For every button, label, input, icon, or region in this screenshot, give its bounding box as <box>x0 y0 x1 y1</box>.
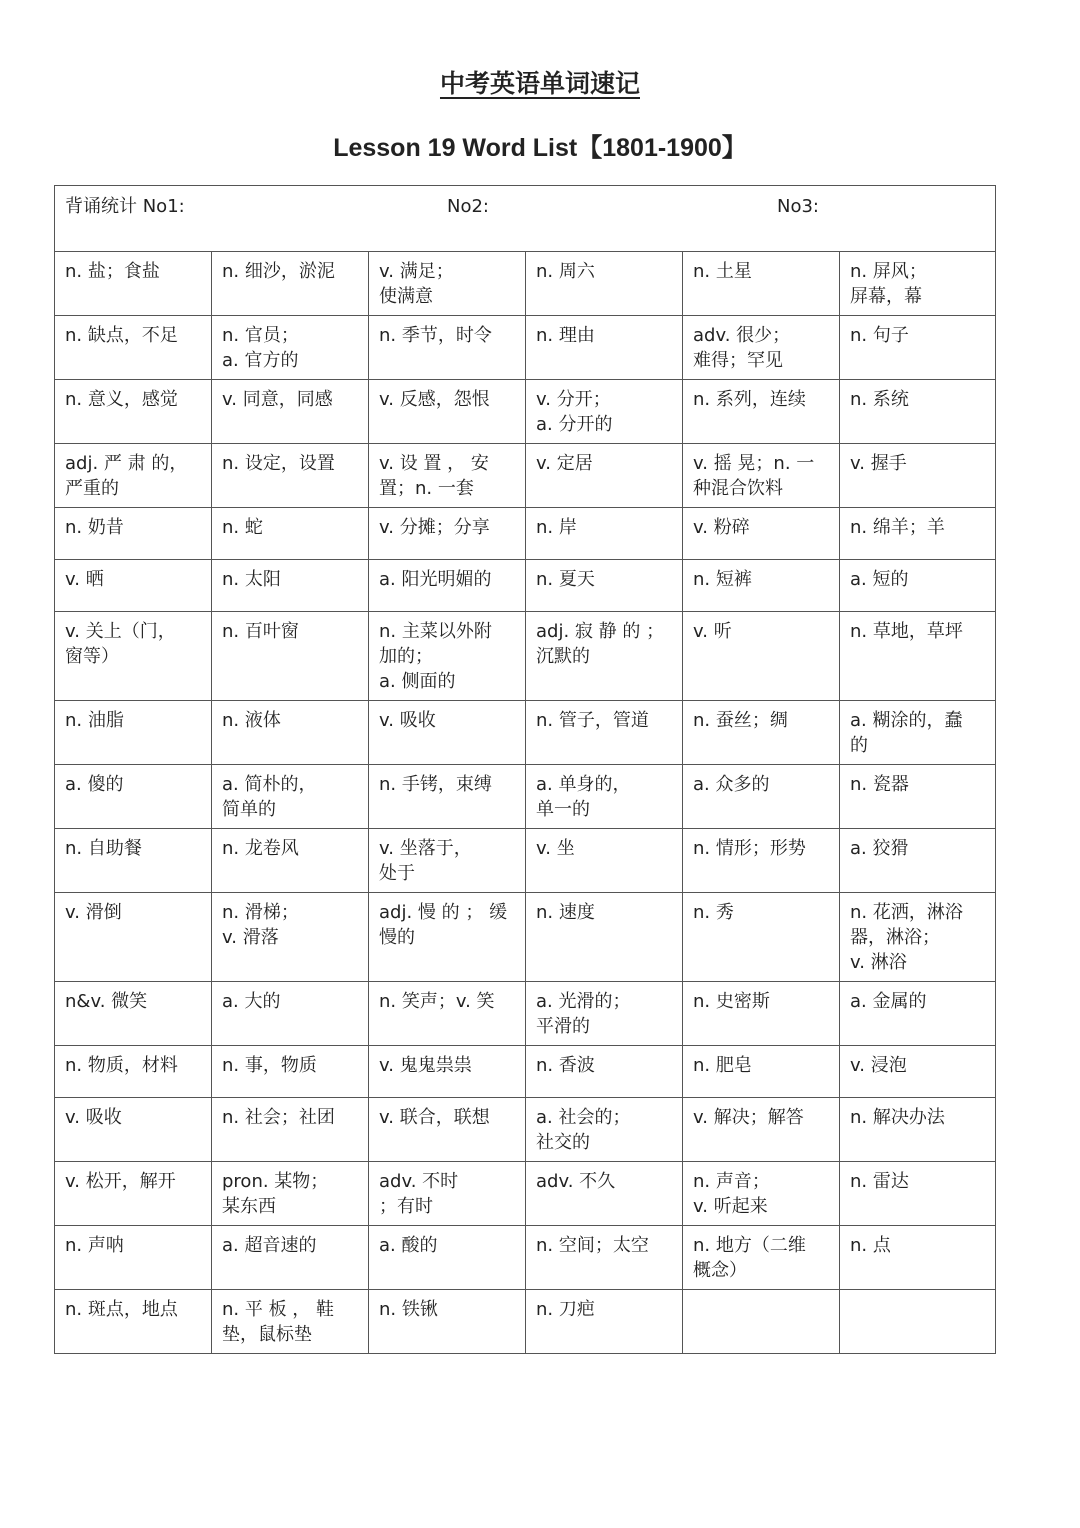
word-cell <box>55 444 212 508</box>
definition-line: 单一的 <box>536 799 590 820</box>
stats-no1-label: 背诵统计 No1: <box>65 196 185 217</box>
word-cell <box>683 612 840 701</box>
definition-line: n. 龙卷风 <box>222 838 299 859</box>
definition-line: v. 解决；解答 <box>693 1107 804 1128</box>
definition-line: n. 香波 <box>536 1055 595 1076</box>
word-cell <box>369 893 526 982</box>
definition-line: v. 同意，同感 <box>222 389 333 410</box>
word-cell <box>369 252 526 316</box>
word-cell <box>369 1290 526 1354</box>
definition-line: n. 意义，感觉 <box>65 389 178 410</box>
definition-line: n. 解决办法 <box>850 1107 945 1128</box>
definition-line: n. 管子，管道 <box>536 710 649 731</box>
word-cell <box>55 560 212 612</box>
definition-line: adj. 慢 的 ； 缓 <box>379 902 508 923</box>
word-cell <box>369 316 526 380</box>
word-cell <box>212 380 369 444</box>
definition-line: n. 声音； <box>693 1171 770 1192</box>
word-cell <box>526 1226 683 1290</box>
word-cell <box>840 1290 996 1354</box>
word-cell <box>526 1162 683 1226</box>
word-cell <box>212 1290 369 1354</box>
definition-line: a. 光滑的； <box>536 991 631 1012</box>
definition-line: 种混合饮料 <box>693 478 783 499</box>
definition-line: n. 细沙，淤泥 <box>222 261 335 282</box>
word-cell <box>55 1226 212 1290</box>
word-row <box>55 560 996 612</box>
definition-line: v. 联合，联想 <box>379 1107 490 1128</box>
word-cell <box>840 560 996 612</box>
stats-no2-label: No2: <box>447 196 489 217</box>
definition-line: n. 史密斯 <box>693 991 770 1012</box>
definition-line: n. 官员； <box>222 325 299 346</box>
definition-line: adj. 严 肃 的， <box>65 453 188 474</box>
word-cell <box>840 701 996 765</box>
definition-line: v. 鬼鬼祟祟 <box>379 1055 472 1076</box>
definition-line: 的 <box>850 735 868 756</box>
word-row <box>55 701 996 765</box>
definition-line: n. 铁锹 <box>379 1299 438 1320</box>
definition-line: n. 物质，材料 <box>65 1055 178 1076</box>
word-cell <box>369 1046 526 1098</box>
word-cell <box>683 1226 840 1290</box>
word-cell <box>212 444 369 508</box>
word-row <box>55 1162 996 1226</box>
word-cell <box>55 1162 212 1226</box>
definition-line: a. 超音速的 <box>222 1235 317 1256</box>
definition-line: n. 肥皂 <box>693 1055 752 1076</box>
definition-line: n. 事，物质 <box>222 1055 317 1076</box>
word-cell <box>840 1162 996 1226</box>
word-cell <box>55 1098 212 1162</box>
word-cell <box>683 560 840 612</box>
word-row <box>55 508 996 560</box>
definition-line: n. 地方（二维 <box>693 1235 806 1256</box>
definition-line: v. 吸收 <box>65 1107 122 1128</box>
definition-line: v. 滑倒 <box>65 902 122 923</box>
definition-line: n. 短裤 <box>693 569 752 590</box>
word-cell <box>369 380 526 444</box>
definition-line: v. 分开； <box>536 389 611 410</box>
stats-no3-label: No3: <box>777 196 819 217</box>
definition-line: a. 简朴的， <box>222 774 317 795</box>
word-cell <box>526 444 683 508</box>
word-row <box>55 612 996 701</box>
word-cell <box>840 316 996 380</box>
word-cell <box>526 1290 683 1354</box>
word-cell <box>212 1098 369 1162</box>
definition-line: n. 季节，时令 <box>379 325 492 346</box>
definition-line: 社交的 <box>536 1132 590 1153</box>
word-cell <box>55 1290 212 1354</box>
definition-line: n. 土星 <box>693 261 752 282</box>
word-cell <box>369 1098 526 1162</box>
word-row <box>55 252 996 316</box>
word-cell <box>55 612 212 701</box>
definition-line: n&v. 微笑 <box>65 991 148 1012</box>
definition-line: adj. 寂 静 的 ； <box>536 621 665 642</box>
definition-line: v. 关上（门， <box>65 621 176 642</box>
word-list-table <box>54 185 996 1354</box>
word-cell <box>212 508 369 560</box>
word-cell <box>55 316 212 380</box>
definition-line: a. 狡猾 <box>850 838 909 859</box>
word-cell <box>212 982 369 1046</box>
word-cell <box>369 560 526 612</box>
word-cell <box>840 1046 996 1098</box>
definition-line: 垫，鼠标垫 <box>222 1324 312 1345</box>
word-cell <box>212 1226 369 1290</box>
definition-line: v. 浸泡 <box>850 1055 907 1076</box>
word-cell <box>840 1098 996 1162</box>
definition-line: v. 设 置 ， 安 <box>379 453 489 474</box>
definition-line: n. 屏风； <box>850 261 927 282</box>
definition-line: n. 盐；食盐 <box>65 261 160 282</box>
word-cell <box>526 893 683 982</box>
definition-line: n. 声呐 <box>65 1235 124 1256</box>
definition-line: n. 笑声；v. 笑 <box>379 991 495 1012</box>
word-cell <box>212 765 369 829</box>
word-cell <box>55 829 212 893</box>
word-cell <box>55 701 212 765</box>
definition-line: 难得；罕见 <box>693 350 783 371</box>
word-cell <box>369 982 526 1046</box>
definition-line: 使满意 <box>379 286 433 307</box>
definition-line: a. 单身的， <box>536 774 631 795</box>
word-row <box>55 380 996 444</box>
definition-line: a. 短的 <box>850 569 909 590</box>
word-cell <box>840 444 996 508</box>
word-cell <box>369 444 526 508</box>
word-cell <box>526 701 683 765</box>
definition-line: 置；n. 一套 <box>379 478 474 499</box>
definition-line: v. 淋浴 <box>850 952 907 973</box>
definition-line: n. 平 板 ， 鞋 <box>222 1299 335 1320</box>
word-cell <box>526 380 683 444</box>
word-cell <box>369 765 526 829</box>
definition-line: v. 握手 <box>850 453 907 474</box>
word-cell <box>840 380 996 444</box>
word-cell <box>526 252 683 316</box>
definition-line: v. 晒 <box>65 569 104 590</box>
word-cell <box>683 316 840 380</box>
definition-line: n. 理由 <box>536 325 595 346</box>
word-cell <box>369 829 526 893</box>
word-cell <box>212 701 369 765</box>
definition-line: 某东西 <box>222 1196 276 1217</box>
definition-line: 概念） <box>693 1260 747 1281</box>
definition-line: 沉默的 <box>536 646 590 667</box>
word-cell <box>212 829 369 893</box>
definition-line: n. 主菜以外附 <box>379 621 492 642</box>
definition-line: n. 雷达 <box>850 1171 909 1192</box>
definition-line: n. 点 <box>850 1235 891 1256</box>
word-row <box>55 982 996 1046</box>
word-cell <box>840 765 996 829</box>
definition-line: n. 蚕丝；绸 <box>693 710 788 731</box>
word-cell <box>526 1098 683 1162</box>
word-cell <box>526 1046 683 1098</box>
definition-line: n. 句子 <box>850 325 909 346</box>
word-row <box>55 1226 996 1290</box>
word-cell <box>212 560 369 612</box>
definition-line: n. 百叶窗 <box>222 621 299 642</box>
definition-line: a. 阳光明媚的 <box>379 569 492 590</box>
word-cell <box>212 1162 369 1226</box>
definition-line: n. 岸 <box>536 517 577 538</box>
definition-line: 加的； <box>379 646 433 667</box>
definition-line: a. 金属的 <box>850 991 927 1012</box>
word-cell <box>840 252 996 316</box>
definition-line: a. 分开的 <box>536 414 613 435</box>
word-row <box>55 765 996 829</box>
definition-line: a. 糊涂的，蠢 <box>850 710 963 731</box>
word-row <box>55 1098 996 1162</box>
definition-line: v. 吸收 <box>379 710 436 731</box>
definition-line: n. 液体 <box>222 710 281 731</box>
definition-line: v. 坐落于， <box>379 838 472 859</box>
definition-line: ；有时 <box>379 1196 433 1217</box>
definition-line: a. 社会的； <box>536 1107 631 1128</box>
word-cell <box>840 893 996 982</box>
word-cell <box>526 982 683 1046</box>
definition-line: 处于 <box>379 863 415 884</box>
word-row <box>55 829 996 893</box>
word-cell <box>369 1162 526 1226</box>
word-cell <box>55 893 212 982</box>
definition-line: 严重的 <box>65 478 119 499</box>
document-title <box>0 64 1080 100</box>
word-cell <box>840 508 996 560</box>
definition-line: n. 周六 <box>536 261 595 282</box>
definition-line: v. 定居 <box>536 453 593 474</box>
definition-line: v. 摇 晃；n. 一 <box>693 453 815 474</box>
word-cell <box>55 508 212 560</box>
word-cell <box>526 316 683 380</box>
word-cell <box>55 252 212 316</box>
word-cell <box>683 1290 840 1354</box>
word-cell <box>683 380 840 444</box>
word-cell <box>212 252 369 316</box>
definition-line: n. 绵羊；羊 <box>850 517 945 538</box>
word-cell <box>683 982 840 1046</box>
definition-line: v. 满足； <box>379 261 454 282</box>
definition-line: n. 斑点，地点 <box>65 1299 178 1320</box>
definition-line: v. 松开，解开 <box>65 1171 176 1192</box>
definition-line: n. 手铐，束缚 <box>379 774 492 795</box>
definition-line: pron. 某物； <box>222 1171 329 1192</box>
word-cell <box>55 380 212 444</box>
definition-line: v. 坐 <box>536 838 575 859</box>
definition-line: n. 奶昔 <box>65 517 124 538</box>
definition-line: 器，淋浴； <box>850 927 940 948</box>
word-cell <box>840 829 996 893</box>
word-cell <box>526 508 683 560</box>
definition-line: n. 油脂 <box>65 710 124 731</box>
definition-line: v. 分摊；分享 <box>379 517 490 538</box>
word-cell <box>683 252 840 316</box>
word-row <box>55 316 996 380</box>
definition-line: a. 酸的 <box>379 1235 438 1256</box>
word-cell <box>55 765 212 829</box>
definition-line: n. 瓷器 <box>850 774 909 795</box>
recitation-stats-cell <box>55 186 996 252</box>
word-cell <box>369 612 526 701</box>
word-cell <box>683 893 840 982</box>
definition-line: n. 秀 <box>693 902 734 923</box>
word-row <box>55 444 996 508</box>
definition-line: n. 情形；形势 <box>693 838 806 859</box>
word-cell <box>683 444 840 508</box>
definition-line: n. 自助餐 <box>65 838 142 859</box>
definition-line: n. 太阳 <box>222 569 281 590</box>
definition-line: n. 速度 <box>536 902 595 923</box>
word-cell <box>683 829 840 893</box>
document-title-text: 中考英语单词速记 <box>439 69 640 98</box>
definition-line: a. 傻的 <box>65 774 124 795</box>
definition-line: a. 大的 <box>222 991 281 1012</box>
definition-line: a. 官方的 <box>222 350 299 371</box>
definition-line: n. 滑梯； <box>222 902 299 923</box>
definition-line: adv. 很少； <box>693 325 791 346</box>
definition-line: 慢的 <box>379 927 415 948</box>
definition-line: 屏幕，幕 <box>850 286 922 307</box>
definition-line: n. 草地，草坪 <box>850 621 963 642</box>
definition-line: n. 刀疤 <box>536 1299 595 1320</box>
definition-line: n. 社会；社团 <box>222 1107 335 1128</box>
lesson-subtitle: Lesson 19 Word List【1801-1900】 <box>333 134 747 162</box>
word-cell <box>212 893 369 982</box>
definition-line: a. 侧面的 <box>379 671 456 692</box>
definition-line: n. 缺点，不足 <box>65 325 178 346</box>
definition-line: 窗等） <box>65 646 119 667</box>
word-cell <box>369 508 526 560</box>
definition-line: adv. 不时 <box>379 1171 459 1192</box>
word-cell <box>683 508 840 560</box>
definition-line: 简单的 <box>222 799 276 820</box>
definition-line: n. 系列，连续 <box>693 389 806 410</box>
word-cell <box>526 829 683 893</box>
definition-line: n. 系统 <box>850 389 909 410</box>
definition-line: v. 听 <box>693 621 732 642</box>
definition-line: n. 空间；太空 <box>536 1235 649 1256</box>
word-cell <box>840 612 996 701</box>
word-cell <box>55 982 212 1046</box>
word-cell <box>683 1098 840 1162</box>
recitation-stats-row <box>55 186 996 252</box>
word-cell <box>683 765 840 829</box>
definition-line: v. 滑落 <box>222 927 279 948</box>
word-cell <box>526 765 683 829</box>
word-cell <box>683 1046 840 1098</box>
word-cell <box>212 612 369 701</box>
definition-line: v. 粉碎 <box>693 517 750 538</box>
word-cell <box>369 1226 526 1290</box>
word-cell <box>212 1046 369 1098</box>
word-cell <box>840 1226 996 1290</box>
definition-line: v. 听起来 <box>693 1196 768 1217</box>
word-cell <box>369 701 526 765</box>
definition-line: v. 反感，怨恨 <box>379 389 490 410</box>
word-cell <box>212 316 369 380</box>
definition-line: adv. 不久 <box>536 1171 616 1192</box>
definition-line: n. 夏天 <box>536 569 595 590</box>
word-cell <box>526 612 683 701</box>
definition-line: n. 设定，设置 <box>222 453 335 474</box>
word-row <box>55 893 996 982</box>
word-cell <box>683 701 840 765</box>
word-cell <box>683 1162 840 1226</box>
definition-line: a. 众多的 <box>693 774 770 795</box>
definition-line: n. 蛇 <box>222 517 263 538</box>
word-cell <box>55 1046 212 1098</box>
word-row <box>55 1046 996 1098</box>
word-cell <box>526 560 683 612</box>
word-cell <box>840 982 996 1046</box>
word-row <box>55 1290 996 1354</box>
definition-line: n. 花洒，淋浴 <box>850 902 963 923</box>
definition-line: 平滑的 <box>536 1016 590 1037</box>
